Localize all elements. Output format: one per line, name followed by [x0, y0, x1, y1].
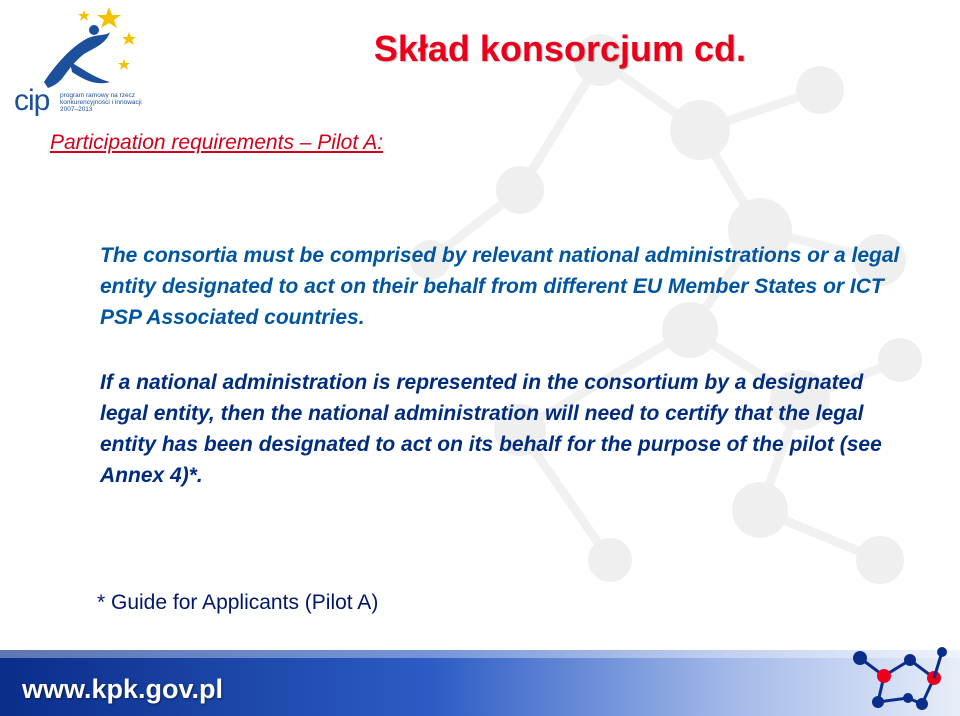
athlete-figure-icon [44, 25, 110, 88]
cip-logo-tagline [60, 92, 142, 113]
molecule-logo-icon [838, 640, 956, 716]
tagline-line: konkurencyjności i innowacji [60, 99, 142, 106]
star-icon [78, 7, 136, 70]
cip-logo-text: cip [14, 84, 50, 117]
paragraph-national-administration: If a national administration is represented in the consortium by a designated legal entity, then the national administration will need to certify that the legal entity has been designated to act on its behalf for the purpose of the pilot (see Annex 4)*. [100, 371, 882, 487]
tagline-line: program ramowy na rzecz [60, 92, 136, 99]
tagline-line: 2007–2013 [60, 106, 93, 113]
cip-logo [14, 4, 154, 122]
slide-title: Skład konsorcjum cd. [373, 28, 746, 69]
paragraph-consortia-requirement: The consortia must be comprised by relevant national administrations or a legal entity designated to act on their behalf from different EU Member States or ICT PSP Associated countries. [100, 244, 900, 329]
footnote: * Guide for Applicants (Pilot A) [97, 591, 379, 614]
slide-subtitle: Participation requirements – Pilot A: [50, 131, 384, 154]
footer-url-link[interactable]: www.kpk.gov.pl [22, 674, 224, 704]
